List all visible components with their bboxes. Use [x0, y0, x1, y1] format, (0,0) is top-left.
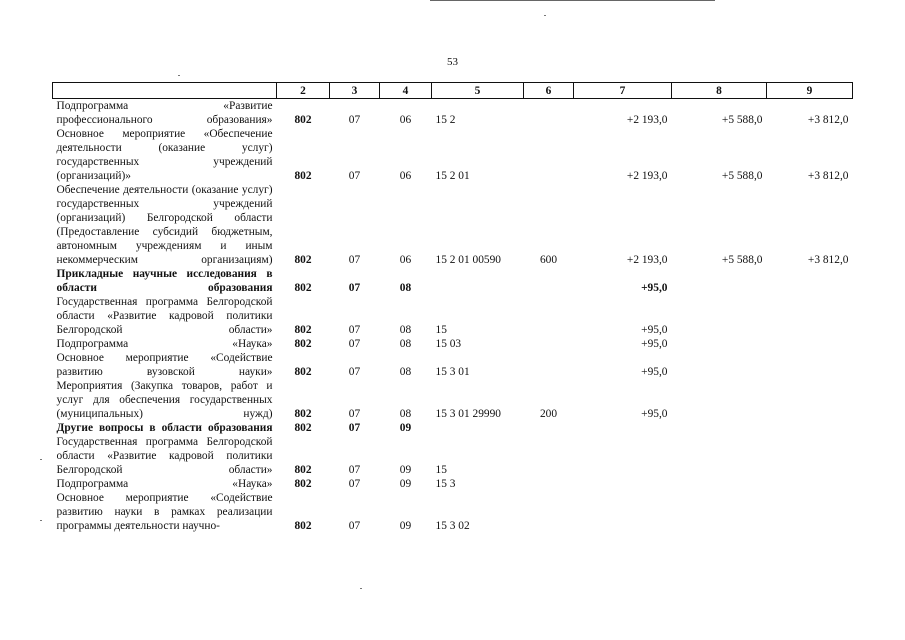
cell-c7: +95,0: [641, 338, 668, 350]
cell-ved: 802: [294, 170, 312, 182]
cell-c9: [767, 379, 853, 421]
cell-csr: 15: [435, 324, 447, 336]
table-row: [53, 267, 853, 295]
cell-c9: +3 812,0: [807, 114, 849, 126]
row-name-cell: Подпрограмма «Развитие профессионального образования»: [56, 100, 273, 126]
row-name-cell: Государственная программа Белгородской области «Развитие кадровой политики Белгородской области»: [56, 296, 273, 336]
cell-rz: 07: [348, 324, 361, 336]
cell-c8: [672, 477, 767, 491]
cell-pr: 09: [399, 478, 412, 490]
cell-pr: 09: [399, 422, 412, 434]
cell-vr: [524, 295, 574, 337]
cell-ved: 802: [294, 366, 312, 378]
cell-csr: 15 2: [435, 114, 456, 126]
cell-rz: 07: [348, 422, 361, 434]
table-row: [53, 477, 853, 491]
cell-ved: 802: [294, 282, 312, 294]
cell-c7: [574, 491, 672, 533]
column-header-5: 5: [432, 83, 524, 99]
cell-c8: [672, 421, 767, 435]
cell-c8: [672, 295, 767, 337]
cell-rz: 07: [348, 114, 361, 126]
scan-speck: [360, 588, 362, 589]
top-rule: [430, 0, 715, 1]
cell-c7: +95,0: [641, 366, 668, 378]
cell-vr: 200: [539, 408, 558, 420]
cell-ved: 802: [294, 324, 312, 336]
cell-c8: [672, 379, 767, 421]
cell-c9: [767, 295, 853, 337]
column-header-8: 8: [672, 83, 767, 99]
column-header-7: 7: [574, 83, 672, 99]
cell-c8: [672, 351, 767, 379]
row-name-cell: Основное мероприятие «Обеспечение деятельности (оказание услуг) государственных учреждений (организаций)»: [56, 128, 273, 182]
cell-pr: 08: [399, 366, 412, 378]
cell-c8: +5 588,0: [721, 170, 763, 182]
table-row: [53, 435, 853, 477]
cell-c9: [767, 351, 853, 379]
row-name-cell: Подпрограмма «Наука»: [56, 338, 273, 350]
scan-speck: [178, 75, 180, 76]
cell-vr: [524, 337, 574, 351]
cell-pr: 06: [399, 254, 412, 266]
cell-rz: 07: [348, 478, 361, 490]
cell-csr: 15 3: [435, 478, 456, 490]
cell-ved: 802: [294, 478, 312, 490]
cell-csr: 15 3 01 29990: [435, 408, 501, 420]
cell-c8: +5 588,0: [721, 114, 763, 126]
cell-c7: [574, 477, 672, 491]
budget-table: [52, 82, 853, 533]
row-name-cell: Государственная программа Белгородской области «Развитие кадровой политики Белгородской области»: [56, 436, 273, 476]
cell-pr: 09: [399, 520, 412, 532]
cell-rz: 07: [348, 408, 361, 420]
row-name-cell: Обеспечение деятельности (оказание услуг) государственных учреждений (организаций) Белгородской области (Предоставление субсидий бюджетным, автономным учреждениям и иным некоммерческим организациям): [56, 184, 273, 266]
cell-vr: [524, 491, 574, 533]
cell-pr: 08: [399, 338, 412, 350]
cell-c9: [767, 477, 853, 491]
table-row: [53, 351, 853, 379]
table-row: [53, 379, 853, 421]
cell-rz: 07: [348, 170, 361, 182]
cell-csr: 15 03: [435, 338, 462, 350]
cell-csr: 15 3 02: [435, 520, 470, 532]
cell-csr: [432, 267, 524, 295]
cell-ved: 802: [294, 338, 312, 350]
cell-ved: 802: [294, 254, 312, 266]
cell-rz: 07: [348, 366, 361, 378]
cell-rz: 07: [348, 338, 361, 350]
cell-rz: 07: [348, 282, 361, 294]
cell-pr: 08: [399, 324, 412, 336]
cell-vr: [524, 351, 574, 379]
table-row: [53, 295, 853, 337]
row-name-cell: Прикладные научные исследования в области образования: [56, 268, 273, 294]
cell-vr: 600: [539, 254, 558, 266]
column-header-9: 9: [767, 83, 853, 99]
cell-pr: 06: [399, 114, 412, 126]
cell-pr: 08: [399, 408, 412, 420]
row-name-cell: Другие вопросы в области образования: [56, 422, 273, 434]
cell-c7: [574, 421, 672, 435]
cell-csr: 15 2 01 00590: [435, 254, 501, 266]
column-header-4: 4: [380, 83, 432, 99]
scan-speck: [40, 459, 42, 460]
cell-ved: 802: [294, 520, 312, 532]
cell-rz: 07: [348, 254, 361, 266]
scan-speck: [40, 520, 42, 521]
cell-csr: [432, 421, 524, 435]
cell-c9: [767, 435, 853, 477]
cell-c7: +95,0: [641, 324, 668, 336]
cell-c7: +95,0: [641, 408, 668, 420]
column-header-3: 3: [330, 83, 380, 99]
scan-speck: [544, 15, 546, 16]
cell-vr: [524, 477, 574, 491]
column-header-1: [53, 83, 277, 99]
table-header: [53, 83, 853, 99]
cell-c8: [672, 435, 767, 477]
cell-ved: 802: [294, 464, 312, 476]
cell-pr: 09: [399, 464, 412, 476]
cell-csr: 15: [435, 464, 447, 476]
table-row: [53, 491, 853, 533]
cell-c7: +2 193,0: [626, 170, 668, 182]
cell-vr: [524, 421, 574, 435]
page-number: 53: [447, 56, 458, 68]
cell-c9: +3 812,0: [807, 170, 849, 182]
cell-rz: 07: [348, 464, 361, 476]
cell-c9: [767, 267, 853, 295]
cell-c8: [672, 337, 767, 351]
cell-c8: +5 588,0: [721, 254, 763, 266]
cell-c9: [767, 421, 853, 435]
table-row: [53, 183, 853, 267]
table-row: [53, 99, 853, 128]
cell-ved: 802: [294, 408, 312, 420]
cell-c9: [767, 337, 853, 351]
cell-c7: [574, 435, 672, 477]
cell-vr: [524, 435, 574, 477]
cell-c7: +2 193,0: [626, 114, 668, 126]
column-header-6: 6: [524, 83, 574, 99]
cell-pr: 08: [399, 282, 412, 294]
table-row: [53, 127, 853, 183]
cell-ved: 802: [294, 422, 312, 434]
row-name-cell: Основное мероприятие «Содействие развитию вузовской науки»: [56, 352, 273, 378]
cell-c7: +2 193,0: [626, 254, 668, 266]
table-row: [53, 337, 853, 351]
cell-ved: 802: [294, 114, 312, 126]
table-body: [53, 99, 853, 534]
column-header-2: 2: [277, 83, 330, 99]
table-row: [53, 421, 853, 435]
row-name-cell: Мероприятия (Закупка товаров, работ и услуг для обеспечения государственных (муниципальных) нужд): [56, 380, 273, 420]
row-name-cell: Подпрограмма «Наука»: [56, 478, 273, 490]
cell-csr: 15 3 01: [435, 366, 470, 378]
cell-vr: [524, 127, 574, 183]
cell-csr: 15 2 01: [435, 170, 470, 182]
cell-vr: [524, 267, 574, 295]
cell-pr: 06: [399, 170, 412, 182]
cell-c7: +95,0: [641, 282, 668, 294]
cell-c8: [672, 491, 767, 533]
row-name-cell: Основное мероприятие «Содействие развитию науки в рамках реализации программы деятельности научно-: [56, 492, 273, 532]
cell-vr: [524, 99, 574, 128]
cell-rz: 07: [348, 520, 361, 532]
cell-c9: +3 812,0: [807, 254, 849, 266]
cell-c8: [672, 267, 767, 295]
header-row: [53, 83, 853, 99]
cell-c9: [767, 491, 853, 533]
